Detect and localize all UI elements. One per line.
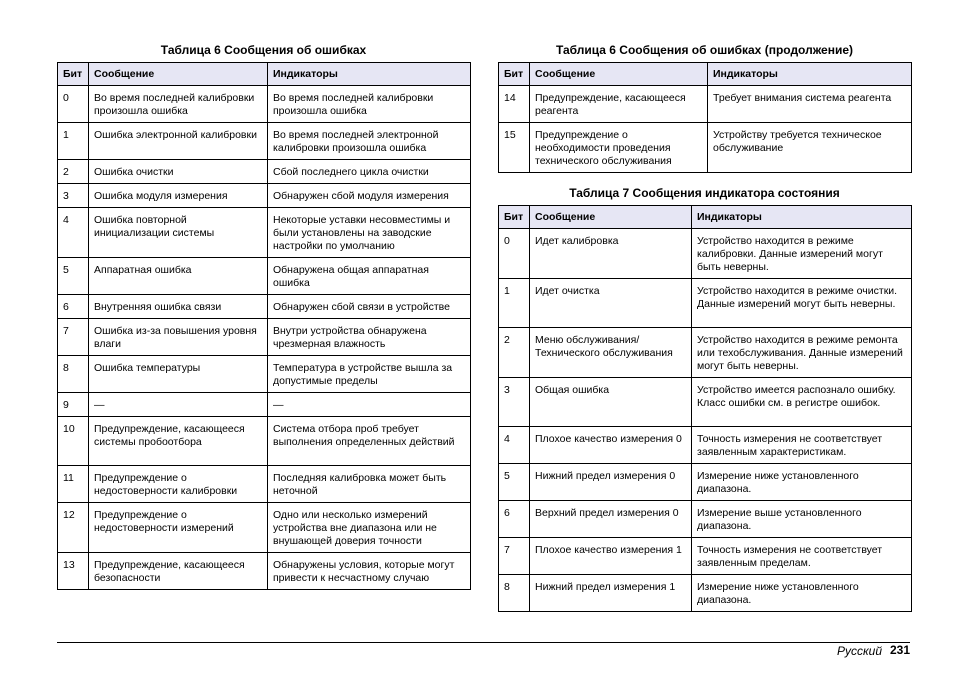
cell-indicators: Обнаружены условия, которые могут привести к несчастному случаю (268, 553, 471, 590)
column-header-indicators: Индикаторы (692, 206, 912, 229)
cell-indicators: Точность измерения не соответствует заявленным пределам. (692, 538, 912, 575)
cell-bit: 12 (58, 503, 89, 553)
table-row (499, 86, 912, 123)
column-header-bit: Бит (499, 206, 530, 229)
table-row (58, 160, 471, 184)
table-row (499, 464, 912, 501)
cell-bit: 4 (58, 208, 89, 258)
cell-message: Предупреждение, касающееся системы пробоотбора (89, 417, 268, 466)
cell-bit: 0 (499, 229, 530, 279)
table-row (499, 328, 912, 378)
cell-message: Предупреждение о необходимости проведения технического обслуживания (530, 123, 708, 173)
column-header-message: Сообщение (530, 63, 708, 86)
cell-indicators: Точность измерения не соответствует заявленным характеристикам. (692, 427, 912, 464)
cell-indicators: Устройство находится в режиме калибровки. Данные измерений могут быть неверны. (692, 229, 912, 279)
cell-bit: 8 (58, 356, 89, 393)
cell-message: Общая ошибка (530, 378, 692, 427)
table-row (499, 123, 912, 173)
cell-indicators: Устройство находится в режиме ремонта или техобслуживания. Данные измерений могут быть неверны. (692, 328, 912, 378)
cell-bit: 2 (499, 328, 530, 378)
column-header-bit: Бит (58, 63, 89, 86)
footer-rule (57, 642, 910, 643)
table-header-row (58, 63, 471, 86)
cell-indicators: Обнаружен сбой модуля измерения (268, 184, 471, 208)
cell-indicators: Некоторые уставки несовместимы и были установлены на заводские настройки по умолчанию (268, 208, 471, 258)
cell-indicators: Во время последней электронной калибровки произошла ошибка (268, 123, 471, 160)
page-number: 231 (889, 643, 910, 657)
cell-message: Ошибка очистки (89, 160, 268, 184)
table-row (58, 393, 471, 417)
cell-message: Плохое качество измерения 0 (530, 427, 692, 464)
cell-message: Ошибка из-за повышения уровня влаги (89, 319, 268, 356)
cell-bit: 11 (58, 466, 89, 503)
cell-message: Нижний предел измерения 0 (530, 464, 692, 501)
cell-indicators: Внутри устройства обнаружена чрезмерная влажность (268, 319, 471, 356)
table-row (58, 503, 471, 553)
cell-bit: 13 (58, 553, 89, 590)
column-header-bit: Бит (499, 63, 530, 86)
table-row (58, 184, 471, 208)
table-row (58, 417, 471, 466)
cell-indicators: Одно или несколько измерений устройства вне диапазона или не внушающей доверия точности (268, 503, 471, 553)
table-row (499, 575, 912, 612)
cell-message: Идет очистка (530, 279, 692, 328)
cell-message: — (89, 393, 268, 417)
cell-message: Идет калибровка (530, 229, 692, 279)
cell-bit: 6 (499, 501, 530, 538)
column-header-indicators: Индикаторы (268, 63, 471, 86)
table-row (58, 356, 471, 393)
cell-message: Ошибка модуля измерения (89, 184, 268, 208)
cell-indicators: Последняя калибровка может быть неточной (268, 466, 471, 503)
cell-message: Предупреждение о недостоверности измерений (89, 503, 268, 553)
cell-message: Нижний предел измерения 1 (530, 575, 692, 612)
cell-indicators: Температура в устройстве вышла за допустимые пределы (268, 356, 471, 393)
status-indicator-table (498, 205, 912, 612)
cell-message: Ошибка электронной калибровки (89, 123, 268, 160)
cell-message: Меню обслуживания/ Технического обслуживания (530, 328, 692, 378)
table-row (58, 295, 471, 319)
cell-message: Плохое качество измерения 1 (530, 538, 692, 575)
table-row (499, 279, 912, 328)
cell-bit: 1 (58, 123, 89, 160)
cell-indicators: Измерение ниже установленного диапазона. (692, 575, 912, 612)
cell-message: Предупреждение о недостоверности калибровки (89, 466, 268, 503)
table6-continued-caption: Таблица 6 Сообщения об ошибках (продолжение) (555, 43, 854, 57)
cell-message: Внутренняя ошибка связи (89, 295, 268, 319)
cell-bit: 15 (499, 123, 530, 173)
cell-bit: 10 (58, 417, 89, 466)
column-header-indicators: Индикаторы (708, 63, 912, 86)
cell-bit: 1 (499, 279, 530, 328)
cell-indicators: Устройство имеется распознало ошибку. Класс ошибки см. в регистре ошибок. (692, 378, 912, 427)
cell-bit: 7 (58, 319, 89, 356)
table-row (58, 86, 471, 123)
cell-indicators: Во время последней калибровки произошла ошибка (268, 86, 471, 123)
cell-bit: 3 (58, 184, 89, 208)
table-header-row (499, 63, 912, 86)
table-row (58, 553, 471, 590)
cell-indicators: — (268, 393, 471, 417)
cell-message: Предупреждение, касающееся реагента (530, 86, 708, 123)
table-row (58, 466, 471, 503)
footer-language: Русский (836, 644, 882, 658)
table-row (499, 538, 912, 575)
table7-caption: Таблица 7 Сообщения индикатора состояния (569, 186, 840, 200)
cell-message: Ошибка температуры (89, 356, 268, 393)
cell-indicators: Измерение выше установленного диапазона. (692, 501, 912, 538)
table-row (58, 208, 471, 258)
error-messages-continued-table (498, 62, 912, 173)
error-messages-table (57, 62, 471, 590)
cell-indicators: Сбой последнего цикла очистки (268, 160, 471, 184)
cell-message: Во время последней калибровки произошла ошибка (89, 86, 268, 123)
table-row (58, 123, 471, 160)
cell-bit: 6 (58, 295, 89, 319)
column-header-message: Сообщение (89, 63, 268, 86)
cell-indicators: Устройство находится в режиме очистки. Данные измерений могут быть неверны. (692, 279, 912, 328)
cell-message: Предупреждение, касающееся безопасности (89, 553, 268, 590)
column-header-message: Сообщение (530, 206, 692, 229)
cell-indicators: Устройству требуется техническое обслуживание (708, 123, 912, 173)
cell-bit: 0 (58, 86, 89, 123)
cell-bit: 3 (499, 378, 530, 427)
cell-bit: 7 (499, 538, 530, 575)
cell-indicators: Обнаружена общая аппаратная ошибка (268, 258, 471, 295)
table6-caption: Таблица 6 Сообщения об ошибках (160, 43, 367, 57)
table-row (499, 378, 912, 427)
table-header-row (499, 206, 912, 229)
table-row (499, 501, 912, 538)
cell-bit: 2 (58, 160, 89, 184)
cell-indicators: Обнаружен сбой связи в устройстве (268, 295, 471, 319)
table-row (58, 319, 471, 356)
cell-bit: 4 (499, 427, 530, 464)
cell-bit: 14 (499, 86, 530, 123)
cell-indicators: Требует внимания система реагента (708, 86, 912, 123)
table-row (58, 258, 471, 295)
cell-message: Верхний предел измерения 0 (530, 501, 692, 538)
cell-message: Аппаратная ошибка (89, 258, 268, 295)
cell-bit: 5 (58, 258, 89, 295)
cell-bit: 8 (499, 575, 530, 612)
cell-indicators: Измерение ниже установленного диапазона. (692, 464, 912, 501)
cell-bit: 5 (499, 464, 530, 501)
cell-indicators: Система отбора проб требует выполнения определенных действий (268, 417, 471, 466)
cell-message: Ошибка повторной инициализации системы (89, 208, 268, 258)
table-row (499, 229, 912, 279)
cell-bit: 9 (58, 393, 89, 417)
table-row (499, 427, 912, 464)
